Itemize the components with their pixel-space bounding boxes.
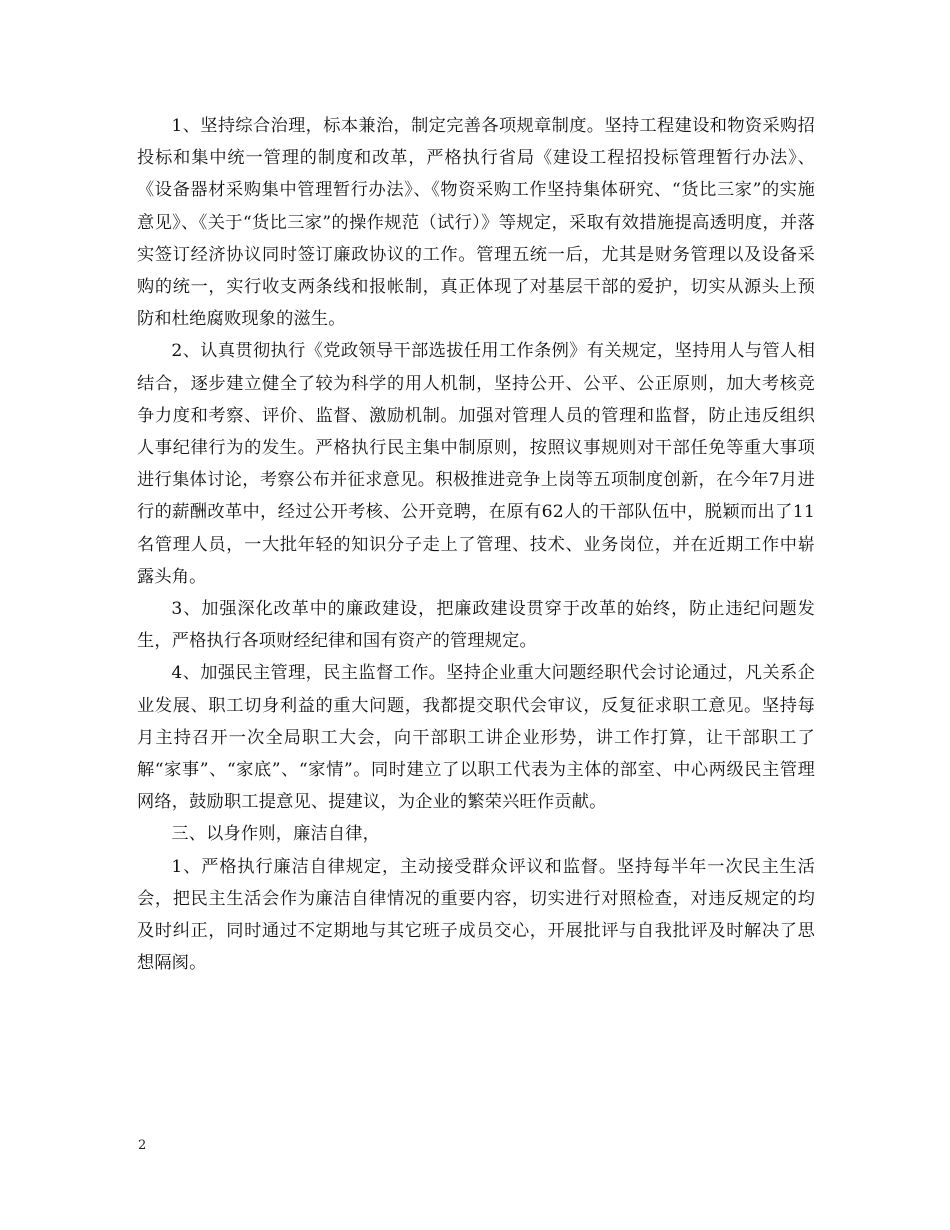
paragraph-5: 1、严格执行廉洁自律规定，主动接受群众评议和监督。坚持每半年一次民主生活会，把民主生活会作为廉洁自律情况的重要内容，切实进行对照检查，对违反规定的均及时纠正，同时通过不定期地与其它班子成员交心，开展批评与自我批评及时解决了思想隔阂。 [137, 856, 815, 974]
page-number: 2 [138, 1138, 147, 1153]
paragraph-4: 4、加强民主管理，民主监督工作。坚持企业重大问题经职代会讨论通过，凡关系企业发展、职工切身利益的重大问题，我都提交职代会审议，反复征求职工意见。坚持每月主持召开一次全局职工大会，向干部职工讲企业形势，讲工作打算，让干部职工了解“家事”、“家底”、“家情”。同时建立了以职工代表为主体的部室、中心两级民主管理网络，鼓励职工提意见、提建议，为企业的繁荣兴旺作贡献。 [137, 663, 815, 813]
section-heading: 三、以身作则，廉洁自律， [171, 824, 381, 845]
paragraph-3: 3、加强深化改革中的廉政建设，把廉政建设贯穿于改革的始终，防止违纪问题发生，严格执行各项财经纪律和国有资产的管理规定。 [137, 599, 815, 652]
document-body [137, 110, 815, 979]
paragraph-2: 2、认真贯彻执行《党政领导干部选拔任用工作条例》有关规定，坚持用人与管人相结合，逐步建立健全了较为科学的用人机制，坚持公开、公平、公正原则，加大考核竞争力度和考察、评价、监督、激励机制。加强对管理人员的管理和监督，防止违反组织人事纪律行为的发生。严格执行民主集中制原则，按照议事规则对干部任免等重大事项进行集体讨论，考察公布并征求意见。积极推进竞争上岗等五项制度创新，在今年7月进行的薪酬改革中，经过公开考核、公开竞聘，在原有62人的干部队伍中，脱颖而出了11名管理人员，一大批年轻的知识分子走上了管理、技术、业务岗位，并在近期工作中崭露头角。 [137, 341, 815, 587]
paragraph-1: 1、坚持综合治理，标本兼治，制定完善各项规章制度。坚持工程建设和物资采购招投标和集中统一管理的制度和改革，严格执行省局《建设工程招投标管理暂行办法》、《设备器材采购集中管理暂行办法》、《物资采购工作坚持集体研究、“货比三家”的实施意见》、《关于“货比三家”的操作规范（试行）》等规定，采取有效措施提高透明度，并落实签订经济协议同时签订廉政协议的工作。管理五统一后，尤其是财务管理以及设备采购的统一，实行收支两条线和报帐制，真正体现了对基层干部的爱护，切实从源头上预防和杜绝腐败现象的滋生。 [137, 116, 815, 330]
